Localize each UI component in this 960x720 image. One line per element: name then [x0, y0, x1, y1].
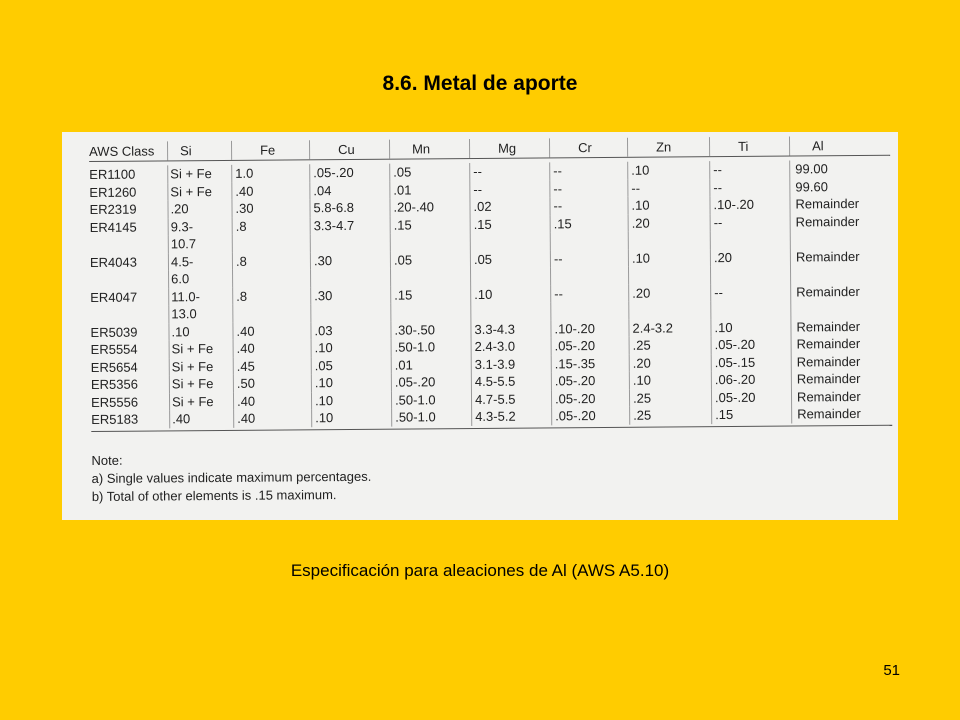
table-cell: ER1100: [89, 166, 136, 182]
figure-caption: Especificación para aleaciones de Al (AWS A5.10): [290, 561, 670, 580]
table-cell: .40: [233, 409, 311, 427]
table-cell: ER2319: [89, 201, 137, 217]
table-cell: .06-.20: [711, 370, 791, 388]
table-cell-empty: [390, 303, 470, 321]
table-cell: .45: [233, 357, 311, 375]
table-cell-empty: [710, 300, 790, 318]
table-cell-empty: [628, 266, 710, 284]
table-cell: .15-.35: [551, 354, 629, 372]
table-cell-empty: [710, 230, 790, 248]
aws-filler-metal-table: [89, 136, 893, 506]
table-cell: .02: [469, 197, 549, 215]
table-cell: .20: [628, 284, 710, 302]
table-cell: .05-.20: [551, 337, 629, 355]
table-cell: --: [469, 162, 549, 180]
note-line-b: b) Total of other elements is .15 maximum.: [91, 486, 337, 504]
table-cell: 2.4-3.2: [628, 319, 710, 337]
table-cell: 11.0-: [168, 287, 232, 305]
table-cell: .15: [550, 214, 628, 232]
table-cell: --: [709, 161, 789, 179]
header-aws-class: AWS Class: [89, 143, 155, 159]
table-cell: .50-1.0: [391, 391, 471, 409]
table-cell: .40: [169, 410, 233, 428]
table-cell: Si + Fe: [169, 392, 233, 410]
table-cell: ER5356: [90, 376, 138, 392]
table-cell: .10: [311, 339, 391, 357]
table-cell-empty: [232, 304, 310, 322]
header-al: Al: [789, 136, 879, 156]
table-cell: .40: [233, 339, 311, 357]
header-cr: Cr: [549, 138, 627, 158]
table-cell: .10: [311, 409, 391, 427]
table-cell: Si + Fe: [167, 182, 231, 200]
table-cell: .30: [310, 286, 390, 304]
table-cell-empty: [550, 302, 628, 320]
table-cell: 99.60: [789, 177, 879, 195]
table-cell: .10: [627, 161, 709, 179]
table-cell: .20: [710, 248, 790, 266]
table-cell: .30: [310, 251, 390, 269]
si-range-continuation: 10.7: [168, 235, 232, 253]
table-cell: ER5556: [90, 394, 139, 410]
table-cell: .05: [470, 250, 550, 268]
table-cell: ER1260: [89, 184, 137, 200]
table-cell: --: [549, 179, 627, 197]
table-cell: .10: [168, 322, 232, 340]
table-cell-empty: [390, 233, 470, 251]
table-cell-empty: [628, 231, 710, 249]
table-cell: Si + Fe: [169, 357, 233, 375]
table-cell: .01: [391, 356, 471, 374]
table-cell: .20-.40: [389, 198, 469, 216]
table-cell: 5.8-6.8: [309, 199, 389, 217]
table-cell: .05: [389, 163, 469, 181]
table-cell: .05: [390, 251, 470, 269]
table-cell: .50: [233, 374, 311, 392]
table-body: [89, 156, 892, 432]
table-cell: Remainder: [791, 405, 881, 423]
table-cell: --: [469, 180, 549, 198]
table-cell: ER5654: [90, 359, 138, 375]
table-cell-empty: [710, 265, 790, 283]
table-cell: 4.5-: [168, 252, 232, 270]
table-cell: --: [549, 162, 627, 180]
table-cell-empty: [90, 305, 168, 323]
table-cell: .10: [311, 374, 391, 392]
table-cell: .15: [470, 215, 550, 233]
table-cell: .10: [470, 285, 550, 303]
table-cell: .10: [629, 371, 711, 389]
table-cell: --: [709, 178, 789, 196]
table-cell: 99.00: [789, 160, 879, 178]
table-cell: Remainder: [791, 387, 881, 405]
table-cell: Remainder: [790, 212, 880, 230]
header-si: Si: [167, 141, 231, 161]
table-cell: .20: [629, 354, 711, 372]
table-cell: Remainder: [790, 317, 880, 335]
note-line-a: a) Single values indicate maximum percentages.: [91, 468, 372, 486]
header-mg: Mg: [469, 138, 549, 158]
table-cell: 2.4-3.0: [471, 337, 551, 355]
table-cell: .40: [232, 322, 310, 340]
table-cell: .05-.20: [551, 389, 629, 407]
header-fe: Fe: [231, 140, 309, 160]
table-cell: Remainder: [790, 282, 880, 300]
table-cell: .25: [629, 406, 711, 424]
table-cell: Remainder: [791, 352, 881, 370]
table-cell: ER4145: [89, 219, 137, 235]
table-cell-empty: [550, 232, 628, 250]
table-cell-empty: [790, 265, 880, 283]
table-cell: .01: [389, 181, 469, 199]
table-cell: Si + Fe: [169, 340, 233, 358]
table-cell-empty: [310, 304, 390, 322]
page-number: 51: [883, 662, 900, 679]
table-cell: .8: [232, 217, 310, 235]
table-cell: .03: [310, 321, 390, 339]
table-cell: .25: [629, 389, 711, 407]
table-cell: 9.3-: [168, 217, 232, 235]
table-cell: .10-.20: [709, 196, 789, 214]
table-cell: .05-.20: [551, 372, 629, 390]
table-cell: .15: [390, 216, 470, 234]
header-mn: Mn: [389, 139, 469, 159]
header-cu: Cu: [309, 140, 389, 160]
table-cell: .50-1.0: [391, 338, 471, 356]
table-cell: 3.3-4.3: [470, 320, 550, 338]
table-cell: ER5039: [90, 324, 138, 340]
table-cell: .05-.20: [309, 164, 389, 182]
table-cell: .30: [231, 199, 309, 217]
table-cell: .05-.15: [711, 353, 791, 371]
table-cell: .05-.20: [551, 407, 629, 425]
table-cell-empty: [628, 301, 710, 319]
table-cell: Remainder: [790, 247, 880, 265]
table-cell-empty: [310, 269, 390, 287]
table-cell: 4.5-5.5: [471, 372, 551, 390]
table-cell: .30-.50: [390, 321, 470, 339]
table-cell: .05: [311, 356, 391, 374]
table-cell: .20: [167, 200, 231, 218]
table-notes: [91, 445, 892, 505]
table-cell-empty: [232, 234, 310, 252]
table-cell: --: [627, 179, 709, 197]
table-cell: --: [550, 284, 628, 302]
table-cell-empty: [90, 270, 168, 288]
table-cell: Remainder: [791, 335, 881, 353]
table-cell: .8: [232, 252, 310, 270]
si-range-continuation: 6.0: [168, 270, 232, 288]
table-cell: 3.3-4.7: [310, 216, 390, 234]
table-cell: .10: [627, 196, 709, 214]
table-cell: --: [550, 249, 628, 267]
table-cell: .10: [710, 318, 790, 336]
si-range-continuation: 13.0: [168, 305, 232, 323]
table-cell: .05-.20: [711, 388, 791, 406]
table-cell-empty: [470, 302, 550, 320]
table-cell: ER4043: [89, 254, 137, 270]
table-cell-empty: [90, 235, 168, 253]
table-cell: .10: [628, 249, 710, 267]
table-cell: ER5183: [91, 411, 139, 427]
table-cell: Si + Fe: [169, 375, 233, 393]
table-cell: ER4047: [90, 289, 138, 305]
table-cell: .10: [311, 391, 391, 409]
table-cell: .25: [629, 336, 711, 354]
table-cell: .15: [711, 405, 791, 423]
table-cell: .05-.20: [391, 373, 471, 391]
slide-title: 8.6. Metal de aporte: [382, 72, 578, 95]
table-cell: Remainder: [791, 370, 881, 388]
table-cell: .40: [233, 392, 311, 410]
table-cell-empty: [470, 232, 550, 250]
table-cell: .04: [309, 181, 389, 199]
table-cell-empty: [310, 234, 390, 252]
table-cell-empty: [790, 300, 880, 318]
table-cell-empty: [470, 267, 550, 285]
table-cell: 4.3-5.2: [471, 407, 551, 425]
header-ti: Ti: [709, 137, 789, 157]
table-cell: .50-1.0: [391, 408, 471, 426]
table-cell: --: [710, 213, 790, 231]
table-cell: .40: [231, 182, 309, 200]
table-cell: ER5554: [90, 341, 138, 357]
table-cell-empty: [790, 230, 880, 248]
table-cell: Remainder: [789, 195, 879, 213]
table-cell: --: [549, 197, 627, 215]
table-cell: .20: [628, 214, 710, 232]
table-cell: 1.0: [231, 164, 309, 182]
header-zn: Zn: [627, 137, 709, 157]
scanned-table-image: [62, 132, 898, 520]
table-cell: .10-.20: [550, 319, 628, 337]
table-cell: 4.7-5.5: [471, 390, 551, 408]
table-cell: .15: [390, 286, 470, 304]
table-cell: --: [710, 283, 790, 301]
table-cell: 3.1-3.9: [471, 355, 551, 373]
table-cell: Si + Fe: [167, 165, 231, 183]
table-cell-empty: [232, 269, 310, 287]
table-cell: .05-.20: [711, 335, 791, 353]
table-cell-empty: [390, 268, 470, 286]
table-cell-empty: [550, 267, 628, 285]
table-cell: .8: [232, 287, 310, 305]
notes-heading: Note:: [91, 452, 123, 468]
